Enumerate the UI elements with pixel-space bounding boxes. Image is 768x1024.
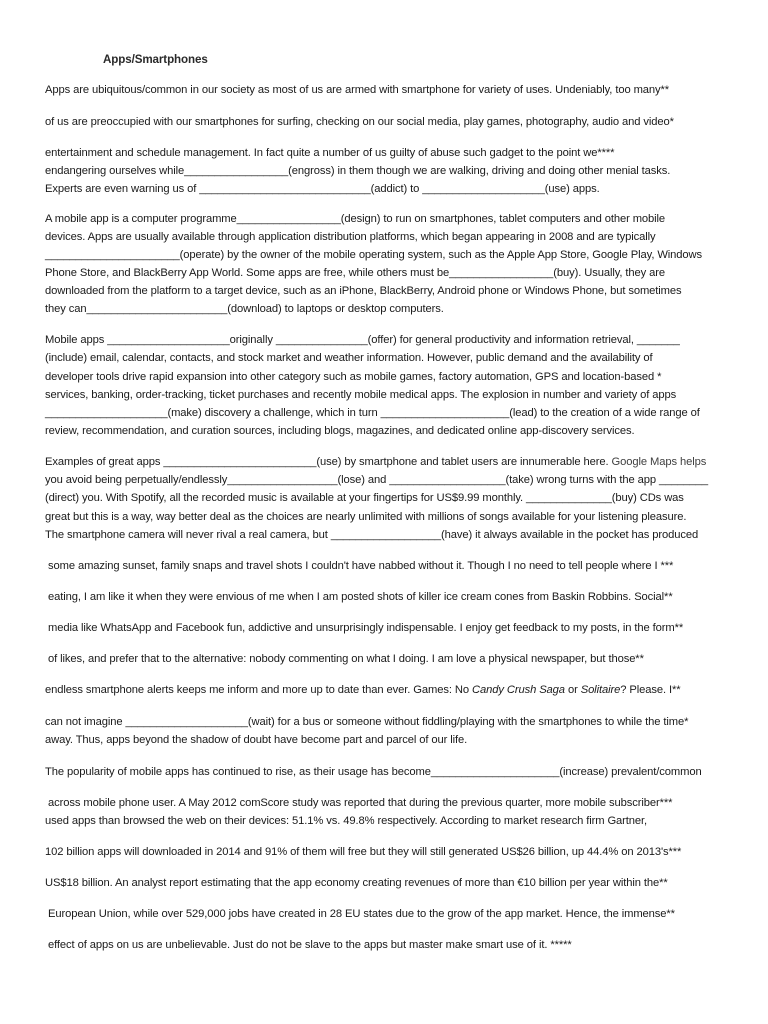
text-line: media like WhatsApp and Facebook fun, addictive and unsurprisingly indispensable. I enjoy get feedback to my posts, in the form** (48, 622, 684, 634)
document-title: Apps/Smartphones (103, 53, 208, 66)
text-line: across mobile phone user. A May 2012 comScore study was reported that during the previous quarter, more mobile subscriber*** (48, 797, 673, 809)
text-line: Apps are ubiquitous/common in our society as most of us are armed with smartphone for variety of uses. Undeniably, too many** (45, 84, 670, 96)
text-line: Mobile apps ____________________originally _______________(offer) for general productivity and information retrieval, _______ (45, 334, 680, 346)
text-line: devices. Apps are usually available through application distribution platforms, which began appearing in 2008 and are typically (45, 231, 656, 243)
text-line: (direct) you. With Spotify, all the recorded music is available at your fingertips for US$9.99 monthly. ______________(buy) CDs was (45, 492, 684, 504)
text-line: of us are preoccupied with our smartphones for surfing, checking on our social media, play games, photography, audio and video* (45, 116, 674, 128)
text-segment: Examples of great apps _________________________(use) by smartphone and tablet users are innumerable here. (45, 456, 609, 468)
text-line: US$18 billion. An analyst report estimating that the app economy creating revenues of more than €10 billion per year within the** (45, 877, 668, 889)
text-segment: ? Please. I** (620, 684, 681, 696)
text-line: great but this is a way, way better deal as the choices are nearly unlimited with millions of songs available for your listening pleasure. (45, 511, 687, 523)
text-line: European Union, while over 529,000 jobs have created in 28 EU states due to the grow of the app market. Hence, the immense** (48, 908, 675, 920)
text-line: services, banking, order-tracking, ticket purchases and recently mobile medical apps. The explosion in number and variety of apps (45, 389, 677, 401)
text-line: can not imagine ____________________(wait) for a bus or someone without fiddling/playing with the smartphones to while the time* (45, 716, 689, 728)
text-line: of likes, and prefer that to the alternative: nobody commenting on what I doing. I am love a physical newspaper, but those** (48, 653, 644, 665)
text-line: entertainment and schedule management. In fact quite a number of us guilty of abuse such gadget to the point we**** (45, 147, 615, 159)
text-line: review, recommendation, and curation sources, including blogs, magazines, and dedicated online app-discovery services. (45, 425, 635, 437)
text-line: (include) email, calendar, contacts, and stock market and weather information. However, public demand and the availability of (45, 352, 653, 364)
text-line: The smartphone camera will never rival a real camera, but __________________(have) it always available in the pocket has produced (45, 529, 699, 541)
text-line: eating, I am like it when they were envious of me when I am posted shots of killer ice cream cones from Baskin Robbins. Social** (48, 591, 673, 603)
text-line: ____________________(make) discovery a challenge, which in turn _____________________(lead) to the creation of a wide range of (45, 407, 700, 419)
text-line: some amazing sunset, family snaps and travel shots I couldn't have nabbed without it. Though I no need to tell people where I *** (48, 560, 674, 572)
text-line: A mobile app is a computer programme_________________(design) to run on smartphones, tablet computers and other mobile (45, 213, 666, 225)
text-segment: Google Maps helps (611, 456, 707, 468)
text-line (45, 683, 681, 697)
text-line: Phone Store, and BlackBerry App World. Some apps are free, while others must be_________________(buy). Usually, they are (45, 267, 666, 279)
text-line: effect of apps on us are unbelievable. Just do not be slave to the apps but master make smart use of it. ***** (48, 939, 572, 951)
text-line: The popularity of mobile apps has continued to rise, as their usage has become_____________________(increase) prevalent/common (45, 766, 702, 778)
text-segment: or (564, 684, 581, 696)
text-line: you avoid being perpetually/endlessly__________________(lose) and ___________________(take) wrong turns with the app ________ (45, 474, 709, 486)
text-line: developer tools drive rapid expansion into other category such as mobile games, factory automation, GPS and location-based * (45, 371, 662, 383)
text-line: away. Thus, apps beyond the shadow of doubt have become part and parcel of our life. (45, 734, 468, 746)
text-line: ______________________(operate) by the owner of the mobile operating system, such as the Apple App Store, Google Play, Windows (45, 249, 703, 261)
text-line (45, 455, 706, 469)
text-line: endangering ourselves while_________________(engross) in them though we are walking, driving and doing other menial tasks. (45, 165, 671, 177)
text-line: they can_______________________(download) to laptops or desktop computers. (45, 303, 444, 315)
text-line: downloaded from the platform to a target device, such as an iPhone, BlackBerry, Android phone or Windows Phone, but sometimes (45, 285, 682, 297)
text-line: 102 billion apps will downloaded in 2014 and 91% of them will free but they will still generated US$26 billion, up 44.4% on 2013's*** (45, 846, 682, 858)
text-segment: Solitaire (580, 684, 621, 696)
text-segment: endless smartphone alerts keeps me inform and more up to date than ever. Games: No (45, 684, 472, 696)
text-segment: Candy Crush Saga (472, 684, 565, 696)
text-line: Experts are even warning us of ____________________________(addict) to ____________________(use) apps. (45, 183, 600, 195)
text-line: used apps than browsed the web on their devices: 51.1% vs. 49.8% respectively. According to market research firm Gartner, (45, 815, 648, 827)
